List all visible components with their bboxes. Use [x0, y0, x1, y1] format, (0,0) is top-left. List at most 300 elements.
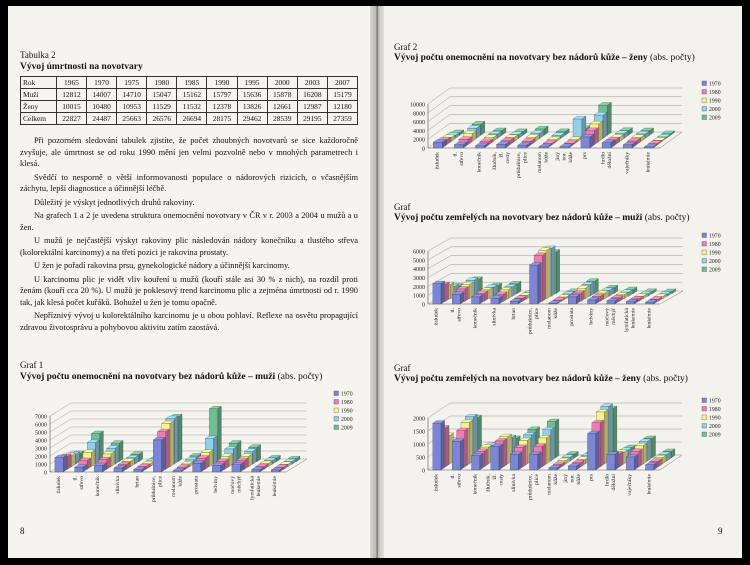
- legend-label: 1990: [709, 98, 721, 105]
- table-cell: 22827: [56, 113, 86, 125]
- gridline-side: [50, 427, 71, 440]
- category-label: tl.: [452, 152, 459, 157]
- legend-swatch: [702, 259, 707, 264]
- category-label: slinivka: [491, 308, 498, 326]
- table-cell: 11529: [147, 101, 177, 113]
- category-label: cesty: [504, 152, 511, 164]
- bar: [153, 440, 161, 472]
- category-label: leukemie: [256, 476, 262, 497]
- legend-swatch: [702, 398, 707, 403]
- bar: [626, 457, 634, 470]
- bar-side: [652, 436, 656, 458]
- right-page: [384, 6, 742, 558]
- y-tick-label: 8000: [413, 111, 425, 118]
- bar-side: [542, 444, 546, 467]
- bar-side: [480, 453, 484, 470]
- gridline-side: [428, 97, 450, 113]
- paragraph: Na grafech 1 a 2 je uvedena struktura onemocnění novotvary v ČR v r. 2003 a 2004 u mužů a u žen.: [20, 211, 358, 232]
- legend-swatch: [702, 407, 707, 412]
- paragraph: Důležitý je výskyt jednotlivých druhů rakoviny.: [34, 197, 195, 207]
- legend-label: 2000: [709, 107, 721, 113]
- table-cell: 13826: [237, 101, 267, 113]
- category-label: nor.: [569, 474, 576, 483]
- category-label: žaludek: [434, 152, 441, 170]
- legend-swatch: [334, 408, 339, 413]
- table-title: Vývoj úmrtnosti na novotvary: [20, 62, 143, 72]
- legend-swatch: [702, 233, 707, 238]
- legend-label: 1980: [709, 407, 721, 413]
- legend-label: 2000: [709, 424, 721, 430]
- table-cell: 11532: [177, 101, 207, 113]
- bar: [232, 465, 240, 472]
- graph2-title: Vývoj počtu onemocnění na novotvary bez nádorů kůže – ženy (abs. počty): [394, 53, 695, 63]
- category-label: jiný: [563, 474, 569, 483]
- category-label: plíce: [533, 308, 540, 319]
- bar-side: [518, 452, 522, 470]
- category-label: slinivka: [511, 474, 517, 492]
- bar-side: [607, 102, 611, 135]
- bar: [433, 284, 441, 304]
- category-label: vaječníky: [627, 474, 633, 496]
- category-label: melanom: [546, 474, 553, 495]
- table-cell: 27359: [327, 113, 357, 125]
- table-label: Tabulka 2: [20, 50, 56, 60]
- category-label: hrdlo: [604, 474, 611, 486]
- legend-label: 1980: [341, 400, 353, 406]
- legend-label: 2009: [709, 432, 721, 439]
- bar: [588, 300, 596, 304]
- bar-side: [162, 437, 166, 472]
- left-page: [8, 6, 370, 558]
- bar: [491, 447, 499, 470]
- bar-side: [643, 443, 647, 464]
- y-tick-label: 1500: [413, 429, 425, 436]
- category-label: kůže: [177, 476, 184, 487]
- legend-swatch: [334, 400, 339, 405]
- paragraph: Nepříznivý vývoj u kolorektálního karcinomu je u obou pohlaví. Reflexe na osvětu propagující zdravou životosprávu a pohybovou aktivitu zatím zaostává.: [20, 311, 358, 332]
- table-cell: 1965: [56, 77, 86, 89]
- category-label: prs: [588, 474, 595, 481]
- paragraph: Svědčí to nesporně o větší informovanosti populace o nádorových rizicích, o včasnějším záchytu, lepší diagnostice a účinnější léčbě.: [20, 172, 358, 193]
- table-row: [21, 101, 358, 113]
- paragraph: U mužů je nejčastější výskyt rakoviny plic následován nádory konečníku a tlustého střeva (kolorektální karcinomy) a na třetí pozici je rakovina prostaty.: [20, 236, 358, 257]
- category-label: žaludek: [55, 476, 62, 494]
- table-cell: 15636: [237, 89, 267, 101]
- category-label: kůže: [568, 152, 575, 163]
- category-label: děložní: [611, 474, 618, 491]
- table-cell: 29195: [297, 113, 327, 125]
- y-tick-label: 2000: [413, 137, 425, 144]
- legend-label: 1970: [709, 81, 721, 88]
- category-label: hrdlo: [600, 152, 607, 164]
- gridline-side: [428, 114, 450, 130]
- y-tick-label: 6000: [35, 422, 47, 429]
- category-label: kůže: [553, 474, 560, 485]
- category-label: melanom: [546, 308, 553, 329]
- bar: [626, 302, 634, 304]
- category-label: průdušnice,: [527, 308, 534, 334]
- table-cell: 2003: [297, 77, 327, 89]
- bar: [602, 143, 611, 148]
- category-label: žl.: [498, 152, 505, 158]
- paragraph: Při pozorném sledování tabulek zjistíte, že počet zhoubných novotvarů se sice každoročně zvyšuje, ale úmrtnost se od roku 1990 mění jen velmi pozvolně nebo v mnohých parametrech i klesá.: [20, 136, 358, 168]
- bar: [539, 147, 548, 148]
- legend-label: 2000: [341, 417, 353, 423]
- table-cell: 16208: [297, 89, 327, 101]
- bar: [472, 456, 480, 470]
- category-label: žaludek: [433, 474, 440, 492]
- category-label: leukémie: [646, 308, 653, 329]
- bar-side: [634, 454, 638, 470]
- bar: [518, 145, 527, 148]
- bar-side: [542, 253, 546, 301]
- category-label: průdušnice,: [515, 152, 522, 178]
- bar-side: [91, 450, 95, 467]
- table-cell: 26576: [147, 113, 177, 125]
- category-label: tl.: [450, 308, 456, 313]
- bar-side: [523, 445, 527, 467]
- table-cell: 1985: [177, 77, 207, 89]
- table-cell: 12661: [267, 101, 297, 113]
- bar: [623, 145, 632, 148]
- bar: [497, 144, 506, 148]
- legend-label: 2009: [709, 267, 721, 274]
- y-tick-label: 2000: [35, 454, 47, 461]
- table-header: [21, 77, 358, 89]
- bar-side: [555, 419, 559, 458]
- bar-side: [551, 246, 555, 296]
- legend-swatch: [702, 90, 707, 95]
- category-label: konečník: [472, 474, 479, 495]
- legend-label: 2009: [709, 115, 721, 122]
- category-label: plíce: [522, 152, 529, 163]
- category-label: lymfatická: [249, 476, 256, 500]
- legend-label: 1990: [341, 408, 353, 415]
- legend-swatch: [334, 391, 339, 396]
- bar-side: [547, 248, 551, 299]
- body-text: [20, 135, 358, 335]
- bar-side: [594, 128, 598, 145]
- y-tick-label: 1000: [35, 462, 47, 469]
- bar-side: [178, 414, 182, 461]
- table-cell: Ženy: [21, 101, 57, 113]
- legend-swatch: [702, 107, 707, 112]
- bar: [452, 441, 460, 470]
- gridline-side: [428, 88, 450, 104]
- category-label: močový: [604, 308, 611, 327]
- bar-side: [551, 427, 555, 461]
- y-tick-label: 3000: [35, 446, 47, 453]
- y-tick-label: 500: [416, 455, 425, 462]
- bar-side: [639, 449, 643, 467]
- table-row: [21, 89, 358, 101]
- table-cell: 15179: [327, 89, 357, 101]
- legend-swatch: [702, 242, 707, 247]
- category-label: střevo: [456, 308, 463, 322]
- graph3-label: Graf: [394, 202, 411, 212]
- graph2-label: Graf 2: [394, 42, 418, 52]
- legend-swatch: [702, 81, 707, 86]
- y-tick-label: 2000: [413, 284, 425, 291]
- legend-label: 1990: [709, 415, 721, 422]
- gridline-side: [50, 403, 71, 416]
- category-label: průdušnice,: [527, 474, 534, 500]
- bar-side: [603, 112, 607, 138]
- graph1-label: Graf 1: [20, 360, 44, 370]
- category-label: tl.: [72, 476, 79, 481]
- bar: [173, 471, 181, 472]
- table-cell: 10953: [117, 101, 147, 113]
- mortality-table: [20, 76, 358, 125]
- bar-side: [465, 428, 469, 467]
- category-label: konečník: [472, 308, 479, 329]
- table-cell: 14710: [117, 89, 147, 101]
- table-cell: 29462: [237, 113, 267, 125]
- bar: [568, 297, 576, 304]
- legend-swatch: [702, 424, 707, 429]
- table-cell: 14007: [87, 89, 117, 101]
- category-label: melanom: [170, 476, 177, 497]
- table-cell: Celkem: [21, 113, 57, 125]
- table-cell: 12378: [207, 101, 237, 113]
- bar: [271, 470, 279, 472]
- bar: [75, 467, 83, 472]
- bar-side: [445, 425, 449, 467]
- bar-side: [538, 263, 542, 304]
- bar: [646, 302, 654, 304]
- table-cell: Muži: [21, 89, 57, 101]
- bar: [472, 297, 480, 304]
- category-label: močový: [229, 476, 236, 495]
- y-tick-label: 7000: [35, 414, 47, 421]
- legend-label: 1980: [709, 242, 721, 248]
- category-label: prs: [582, 152, 589, 159]
- bar: [193, 463, 201, 472]
- bar: [475, 146, 484, 148]
- paragraph: U karcinomu plic je vidět vliv kouření u mužů (kouří stále asi 30 % z nich), na rozdíl proti ženám (kouří cca 20 %). U mužů je poklesový trend karcinomu plic a zejména úmrtnosti od r. 1990 tak, jak klesá počet kuřáků. Bohužel u žen je tomu opačně.: [20, 274, 358, 307]
- table-cell: 12180: [327, 101, 357, 113]
- bar: [549, 303, 557, 304]
- category-label: plíce: [533, 474, 540, 485]
- bar: [568, 466, 576, 470]
- gridline-side: [50, 435, 71, 448]
- bar: [212, 466, 220, 472]
- bar: [433, 142, 442, 148]
- category-label: vaječníky: [624, 152, 631, 174]
- category-label: žlučník,: [485, 474, 492, 492]
- bar: [114, 468, 122, 472]
- graph2-chart: [384, 66, 742, 194]
- bar-side: [460, 439, 464, 470]
- legend-swatch: [334, 417, 339, 422]
- legend-swatch: [702, 432, 707, 437]
- bar: [549, 468, 557, 470]
- category-label: žaludek: [433, 308, 440, 326]
- legend-swatch: [702, 415, 707, 420]
- bar: [644, 147, 653, 148]
- category-label: děložní: [606, 152, 613, 169]
- table-cell: 1990: [207, 77, 237, 89]
- table-cell: 15878: [267, 89, 297, 101]
- legend-swatch: [702, 98, 707, 103]
- bar-side: [63, 455, 67, 472]
- y-tick-label: 5000: [413, 258, 425, 265]
- bar: [646, 465, 654, 470]
- category-label: tl.: [450, 474, 456, 479]
- bar: [94, 466, 102, 472]
- table-cell: 10015: [56, 101, 86, 113]
- bar: [560, 147, 569, 148]
- table-cell: 1975: [117, 77, 147, 89]
- bar-side: [647, 439, 651, 461]
- y-tick-label: 1000: [413, 442, 425, 449]
- category-label: cesty: [498, 474, 505, 486]
- category-label: melanom: [537, 152, 543, 173]
- bar: [607, 454, 615, 470]
- gridline-side: [50, 419, 71, 432]
- table-cell: 15047: [147, 89, 177, 101]
- graph1-chart: [8, 384, 370, 524]
- gridline-side: [50, 411, 71, 424]
- graph3-chart: [384, 226, 742, 354]
- gridline-side: [428, 403, 450, 418]
- table-cell: 24487: [87, 113, 117, 125]
- bar-side: [596, 431, 600, 470]
- page-number: 8: [20, 526, 25, 536]
- page-number: 9: [718, 526, 723, 536]
- category-label: prostata: [193, 476, 200, 494]
- category-label: leukémie: [272, 476, 279, 497]
- bar-side: [166, 429, 170, 469]
- y-tick-label: 0: [422, 302, 425, 309]
- bar-side: [441, 281, 445, 304]
- table-cell: 1980: [147, 77, 177, 89]
- bar: [454, 145, 463, 148]
- bar-side: [619, 451, 623, 467]
- legend-label: 1970: [709, 398, 721, 405]
- y-tick-label: 2000: [413, 416, 425, 423]
- table-cell: Rok: [21, 77, 57, 89]
- bar: [510, 301, 518, 304]
- bar: [530, 265, 538, 304]
- graph4-chart: [384, 387, 742, 515]
- table-cell: 25663: [117, 113, 147, 125]
- gridline-side: [428, 106, 450, 122]
- graph3-title: Vývoj počtu zemřelých na novotvary bez nádorů kůže – muži (abs. počty): [394, 213, 690, 223]
- bar-side: [218, 406, 222, 461]
- bar-side: [441, 421, 445, 470]
- bar: [252, 470, 260, 472]
- table-cell: 2000: [267, 77, 297, 89]
- graph4-title: Vývoj počtu zemřelých na novotvary bez nádorů kůže – ženy (abs. počty): [394, 374, 688, 384]
- category-label: leukemie: [630, 308, 637, 329]
- category-label: střevo: [459, 152, 466, 166]
- table-cell: 1995: [237, 77, 267, 89]
- bar: [491, 298, 499, 304]
- bar: [573, 119, 582, 138]
- category-label: střevo: [456, 474, 463, 488]
- table-cell: 28539: [267, 113, 297, 125]
- category-label: prostata: [569, 308, 575, 326]
- legend-swatch: [334, 425, 339, 430]
- category-label: ledviny: [588, 308, 595, 325]
- category-label: žl.: [492, 474, 499, 480]
- category-label: slinivka: [114, 476, 121, 494]
- table-cell: 1970: [87, 77, 117, 89]
- category-label: střevo: [79, 476, 85, 490]
- bar-side: [209, 450, 213, 467]
- y-tick-label: 6000: [413, 120, 425, 127]
- legend-label: 1990: [709, 250, 721, 257]
- bar-side: [446, 282, 450, 301]
- category-label: hrtan: [511, 308, 517, 320]
- table-cell: 28175: [207, 113, 237, 125]
- bar-side: [503, 438, 507, 467]
- bar-side: [600, 420, 604, 467]
- y-tick-label: 3000: [413, 276, 425, 282]
- legend-label: 1970: [341, 391, 353, 398]
- legend-swatch: [702, 267, 707, 272]
- bar: [588, 434, 596, 470]
- table-cell: 2007: [327, 77, 357, 89]
- legend-label: 2009: [341, 425, 353, 432]
- table-cell: 15797: [207, 89, 237, 101]
- category-label: kůže: [553, 308, 560, 319]
- bar-side: [119, 441, 123, 462]
- bar: [530, 454, 538, 470]
- y-tick-label: 0: [44, 470, 47, 477]
- book-gutter: [370, 6, 384, 558]
- category-label: jiný: [555, 152, 562, 161]
- category-label: průdušnice,: [151, 476, 158, 502]
- category-label: nor.: [561, 152, 568, 161]
- bar-side: [213, 436, 217, 464]
- category-label: hrtan: [134, 476, 141, 488]
- graph4-label: Graf: [394, 363, 411, 373]
- bar-side: [546, 435, 550, 464]
- category-label: ledviny: [213, 476, 220, 493]
- bar: [581, 137, 590, 148]
- y-tick-label: 1000: [413, 293, 425, 300]
- bar: [607, 301, 615, 304]
- category-label: lymfatická: [624, 308, 630, 332]
- category-label: konečník: [95, 476, 102, 497]
- table-row: [21, 113, 358, 125]
- category-label: kůže: [576, 474, 582, 485]
- category-label: leukémie: [646, 474, 653, 495]
- y-tick-label: 0: [422, 146, 425, 153]
- category-label: žlučník,: [491, 152, 498, 170]
- bar-side: [170, 421, 174, 467]
- legend-label: 2000: [709, 259, 721, 265]
- bar-side: [257, 445, 261, 462]
- legend-swatch: [702, 115, 707, 120]
- bar: [510, 454, 518, 470]
- y-tick-label: 4000: [413, 267, 425, 274]
- legend-label: 1980: [709, 90, 721, 96]
- category-label: konečník: [476, 152, 483, 173]
- y-tick-label: 5000: [35, 430, 47, 437]
- bar-side: [115, 446, 119, 465]
- bar-side: [174, 416, 178, 464]
- legend-swatch: [702, 250, 707, 255]
- table-cell: 12987: [297, 101, 327, 113]
- bar: [134, 470, 142, 472]
- y-tick-label: 4000: [413, 128, 425, 135]
- category-label: kůže: [543, 152, 550, 163]
- table-cell: 15162: [177, 89, 207, 101]
- category-label: plíce: [157, 476, 164, 487]
